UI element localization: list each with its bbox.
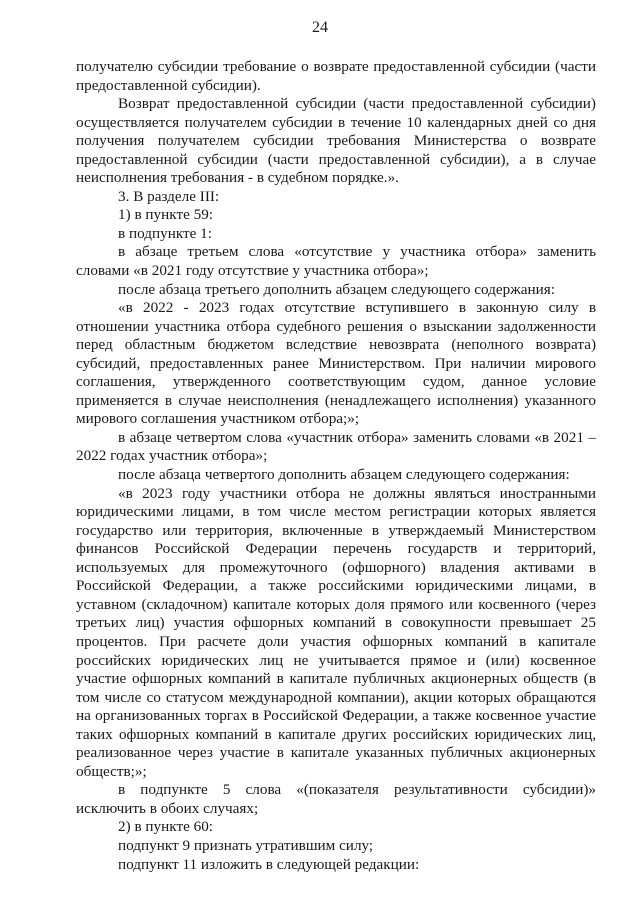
paragraph-4: 1) в пункте 59: xyxy=(118,206,214,224)
paragraph-8: «в 2022 - 2023 годах отсутствие вступившего в законную силу в отношении участника отбора судебного решения о взыскании задолженности перед областным бюджетом вследствие невозврата (неполного возврата) субсидий, предоставленных ранее Министерством. При наличии мирового соглашения, утвержденного соответствующим судом, данное условие применяется в случае неисполнения (ненадлежащего исполнения) указанного мирового соглашения участником отбора;»; xyxy=(76,299,596,428)
paragraph-15: подпункт 11 изложить в следующей редакции: xyxy=(118,855,420,873)
page-number: 24 xyxy=(312,19,328,36)
paragraph-14: подпункт 9 признать утратившим силу; xyxy=(118,836,374,854)
paragraph-12: в подпункте 5 слова «(показателя результативности субсидии)» исключить в обоих случаях; xyxy=(76,781,596,817)
paragraph-9: в абзаце четвертом слова «участник отбора» заменить словами «в 2021 – 2022 годах участник отбора»; xyxy=(76,428,596,465)
paragraph-7: после абзаца третьего дополнить абзацем следующего содержания: xyxy=(118,280,555,298)
paragraph-11: «в 2023 году участники отбора не должны являться иностранными юридическими лицами, в том числе местом регистрации которых является государство или территория, включенные в утверждаемый Министерством финансов Российской Федерации перечень государств и территорий, используемых для промежуточного (офшорного) владения активами в Российской Федерации, а также российскими юридическими лицами, в уставном (складочном) капитале которых доля прямого или косвенного (через третьих лиц) участия офшорных компаний в совокупности превышает 25 процентов. При расчете доли участия офшорных компаний в капитале российских юридических лиц не учитывается прямое и (или) косвенное участие офшорных компаний в капитале публичных акционерных обществ (в том числе со статусом международной компании), акции которых обращаются на организованных торгах в Российской Федерации, а также косвенное участие таких офшорных компаний в капитале других российских юридических лиц, реализованное через участие в капитале указанных публичных акционерных обществ;»; xyxy=(76,484,596,780)
document-body xyxy=(76,58,596,874)
paragraph-10: после абзаца четвертого дополнить абзацем следующего содержания: xyxy=(118,466,570,484)
paragraph-5: в подпункте 1: xyxy=(118,224,212,242)
paragraph-3: 3. В разделе III: xyxy=(118,187,220,205)
paragraph-6: в абзаце третьем слова «отсутствие у участника отбора» заменить словами «в 2021 году отсутствие у участника отбора»; xyxy=(76,243,596,280)
paragraph-13: 2) в пункте 60: xyxy=(118,818,214,836)
paragraph-2: Возврат предоставленной субсидии (части предоставленной субсидии) осуществляется получателем субсидии в течение 10 календарных дней со дня получения получателем субсидии требования Министерства о возврате предоставленной субсидии (части предоставленной субсидии), а в случае неисполнения требования - в судебном порядке.». xyxy=(76,95,596,187)
paragraph-1: получателю субсидии требование о возврате предоставленной субсидии (части предоставленной субсидии). xyxy=(76,58,596,94)
